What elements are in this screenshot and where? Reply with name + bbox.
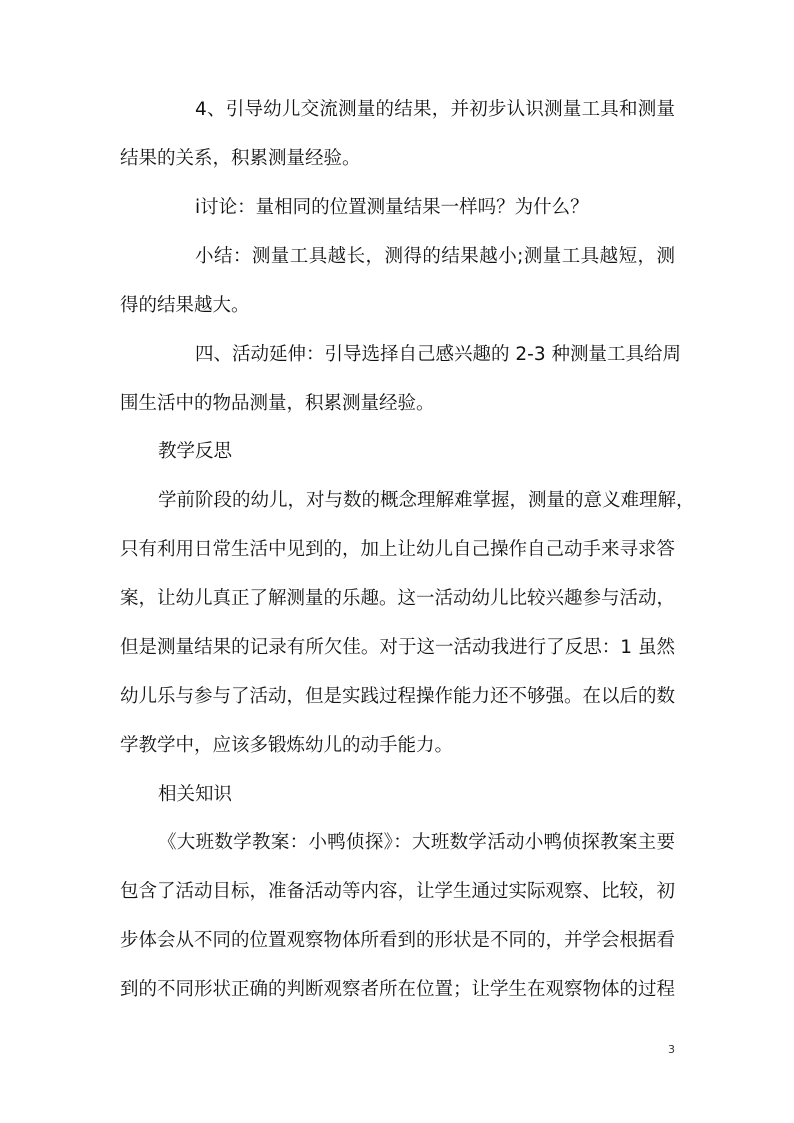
paragraph-line: 四、活动延伸：引导选择自己感兴趣的 2-3 种测量工具给周 bbox=[195, 344, 681, 365]
paragraph-line: 但是测量结果的记录有所欠佳。对于这一活动我进行了反思：1 虽然 bbox=[120, 637, 675, 658]
section-heading: 相关知识 bbox=[158, 784, 233, 805]
paragraph-line: 案，让幼儿真正了解测量的乐趣。这一活动幼儿比较兴趣参与活动， bbox=[120, 588, 676, 609]
paragraph-line: 围生活中的物品测量，积累测量经验。 bbox=[120, 393, 435, 414]
paragraph-line: 只有利用日常生活中见到的，加上让幼儿自己操作自己动手来寻求答 bbox=[120, 539, 676, 560]
paragraph-line: 得的结果越大。 bbox=[120, 295, 250, 316]
paragraph-line: 小结：测量工具越长，测得的结果越小;测量工具越短，测 bbox=[195, 246, 675, 267]
paragraph-line: 幼儿乐与参与了活动，但是实践过程操作能力还不够强。在以后的数 bbox=[120, 686, 676, 707]
paragraph-line: 学前阶段的幼儿，对与数的概念理解难掌握，测量的意义难理解， bbox=[158, 490, 695, 511]
paragraph-line: 学教学中，应该多锻炼幼儿的动手能力。 bbox=[120, 735, 454, 756]
paragraph-line: i讨论：量相同的位置测量结果一样吗？为什么？ bbox=[195, 197, 589, 218]
paragraph-line: 到的不同形状正确的判断观察者所在位置；让学生在观察物体的过程 bbox=[120, 979, 676, 1000]
paragraph-line: 结果的关系，积累测量经验。 bbox=[120, 148, 361, 169]
paragraph-line: 4、引导幼儿交流测量的结果，并初步认识测量工具和测量 bbox=[195, 99, 675, 120]
page-number: 3 bbox=[668, 1043, 675, 1056]
paragraph-line: 包含了活动目标，准备活动等内容，让学生通过实际观察、比较，初 bbox=[120, 881, 676, 902]
paragraph-line: 步体会从不同的位置观察物体所看到的形状是不同的，并学会根据看 bbox=[120, 930, 676, 951]
paragraph-line: 《大班数学教案：小鸭侦探》：大班数学活动小鸭侦探教案主要 bbox=[158, 832, 675, 853]
section-heading: 教学反思 bbox=[158, 441, 233, 462]
